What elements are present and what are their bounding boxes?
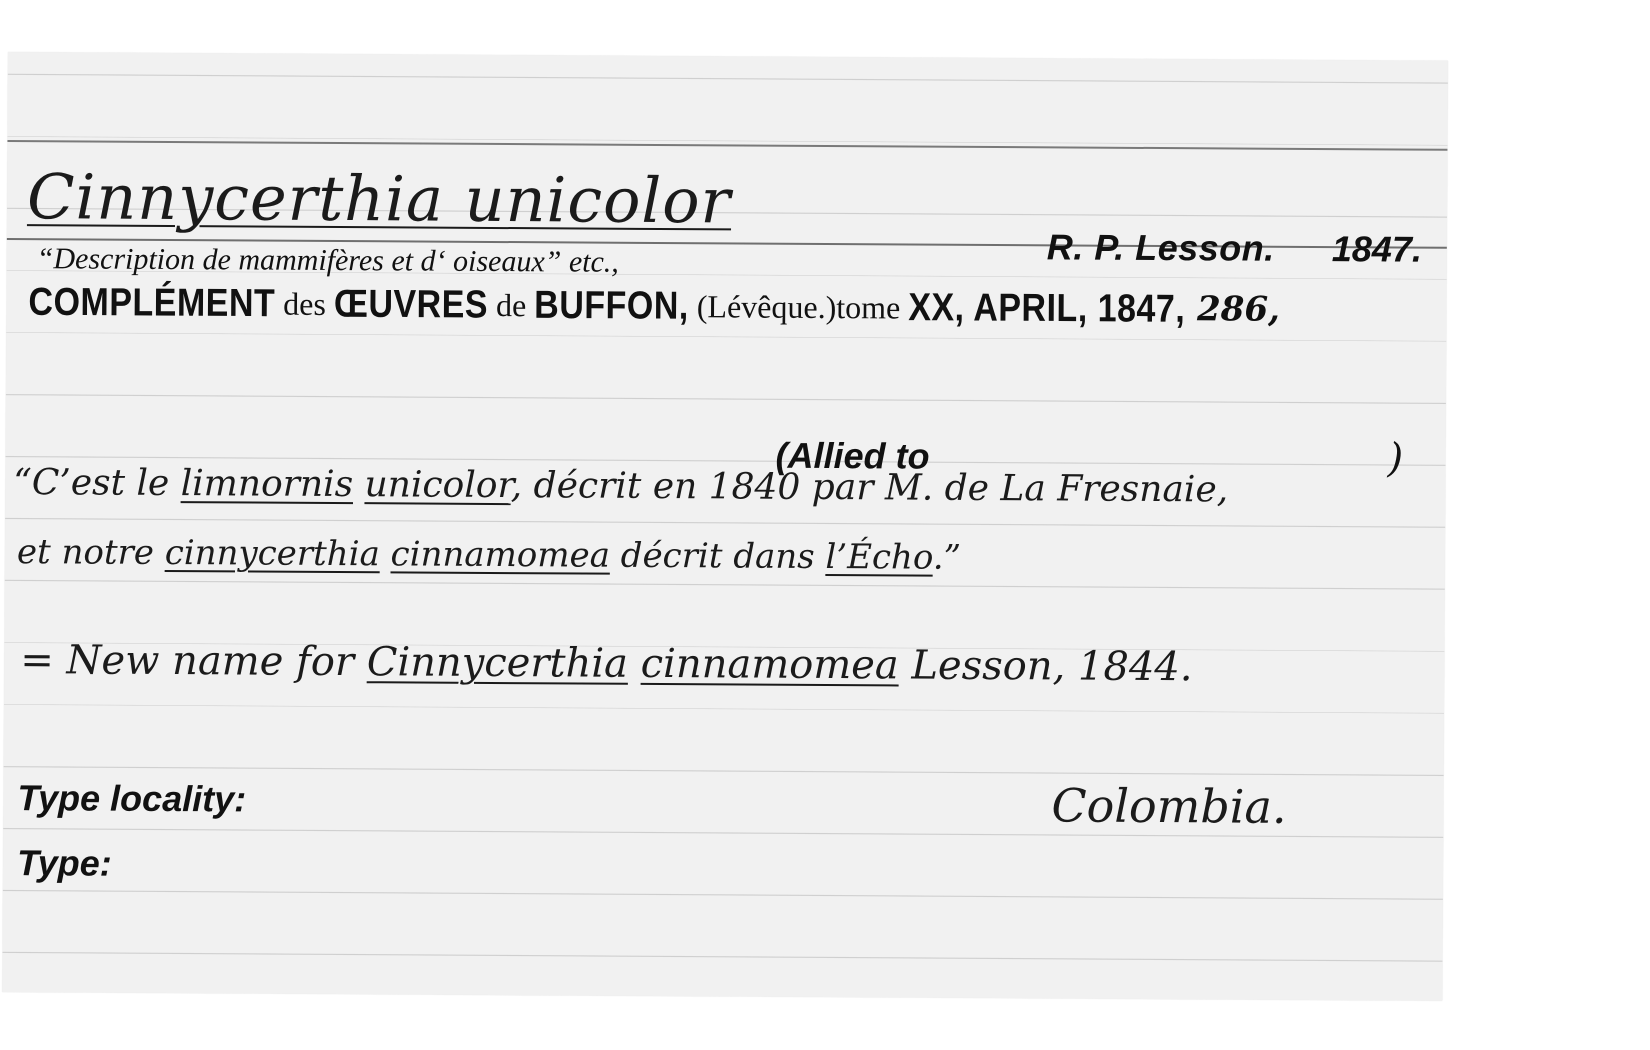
- quote2-mid: décrit dans: [609, 535, 826, 578]
- allied-to-label: (Allied to: [775, 434, 930, 477]
- pub-volume-date: XX, APRIL, 1847,: [908, 285, 1186, 331]
- type-locality-value: Colombia.: [1051, 778, 1287, 834]
- newname-rest: Lesson, 1844.: [898, 642, 1193, 691]
- pub-editor-tome: (Lévêque.)tome: [688, 288, 909, 326]
- quote2-echo: l’Écho: [825, 537, 933, 578]
- quote2-species: cinnamomea: [390, 534, 611, 576]
- new-name-line: [20, 637, 1193, 690]
- type-locality-label: Type locality:: [17, 777, 247, 820]
- pub-des: des: [275, 285, 335, 322]
- newname-a: = New name for: [20, 637, 367, 686]
- publication-line: [28, 282, 1280, 330]
- pub-oeuvres: ŒUVRES: [333, 282, 489, 327]
- pub-buffon: BUFFON,: [534, 283, 689, 328]
- quote1-space: [353, 464, 365, 505]
- quote-line-2: [17, 532, 961, 578]
- quote1-genus: limnornis: [180, 463, 354, 506]
- quote2-a: et notre: [16, 532, 165, 573]
- pub-de: de: [487, 286, 535, 324]
- quote2-end: .”: [932, 537, 962, 578]
- newname-species: cinnamomea: [640, 640, 899, 689]
- index-card: [2, 52, 1448, 1001]
- quote1-species: unicolor: [364, 464, 511, 507]
- allied-to-close: ): [1387, 435, 1404, 482]
- type-label: Type:: [16, 842, 112, 884]
- top-rule: [7, 140, 1447, 151]
- quote1-rest: , décrit en 1840 par M. de La Fresnaie,: [510, 465, 1229, 511]
- author-name: R. P. Lesson.: [1046, 226, 1275, 269]
- newname-space: [628, 641, 641, 687]
- quote-line-1: [13, 462, 1228, 510]
- publication-year: 1847.: [1331, 228, 1423, 270]
- pub-complement: COMPLÉMENT: [28, 280, 276, 326]
- work-title: “Description de mammifères et d‘ oiseaux” etc.,: [36, 242, 619, 279]
- scientific-name: Cinnycerthia unicolor: [26, 160, 732, 238]
- newname-genus: Cinnycerthia: [366, 639, 629, 687]
- quote2-genus: cinnycerthia: [164, 532, 380, 575]
- pub-page: 286,: [1185, 289, 1281, 330]
- quote1-a: “C’est le: [13, 462, 181, 505]
- quote2-space: [380, 534, 391, 574]
